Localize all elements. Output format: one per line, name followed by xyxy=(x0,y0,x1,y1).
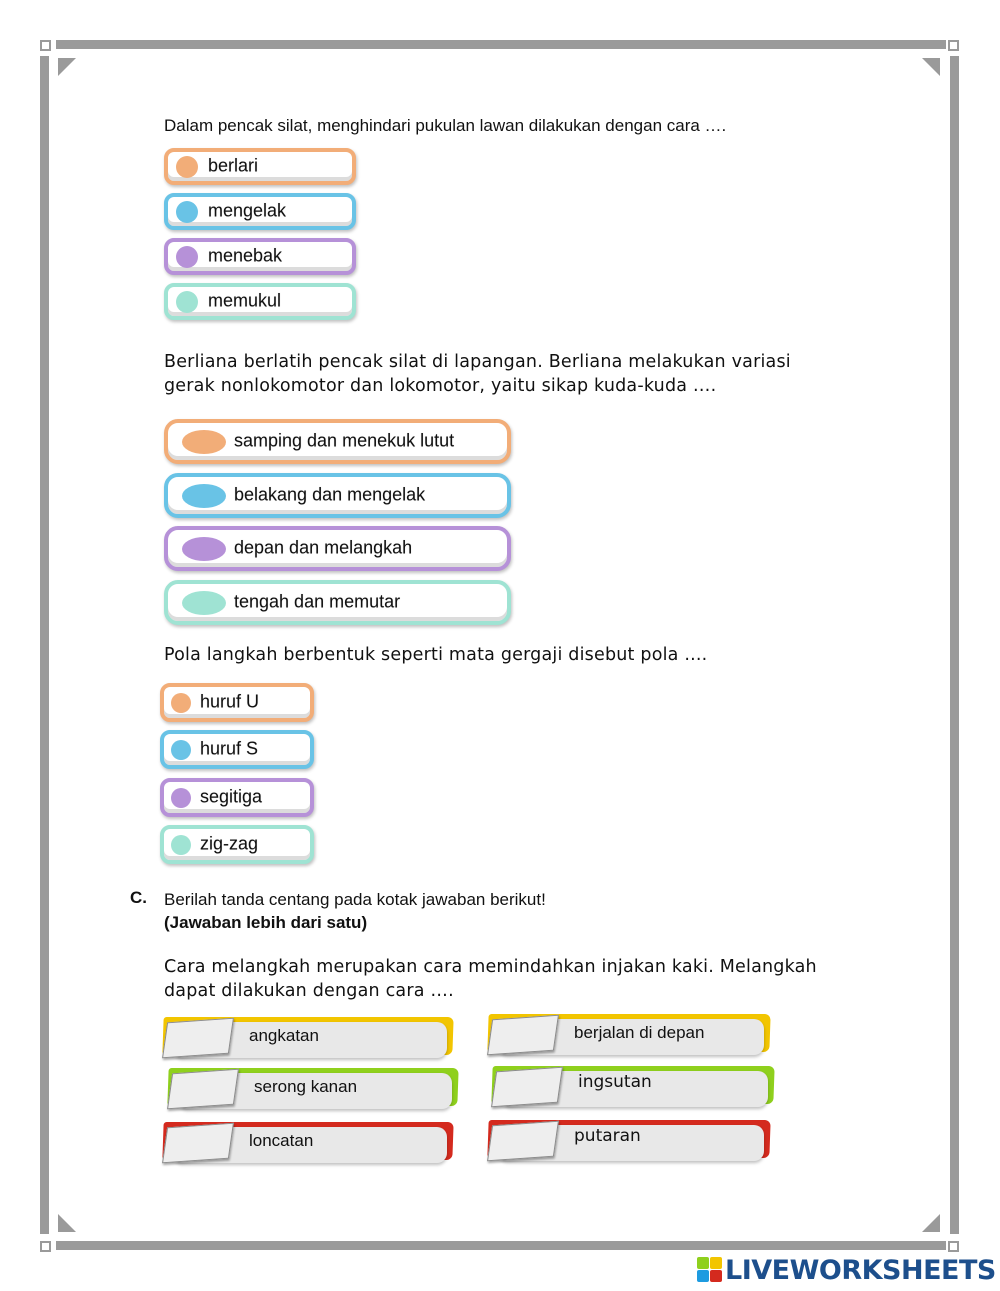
q1-option-menebak[interactable] xyxy=(164,238,356,275)
option-dot-icon xyxy=(176,201,198,223)
q3-option-huruf-u[interactable] xyxy=(160,683,314,722)
q2-question-line: Berliana berlatih pencak silat di lapangan. Berliana melakukan variasi xyxy=(164,352,791,372)
q2-question-line: gerak nonlokomotor dan lokomotor, yaitu sikap kuda-kuda …. xyxy=(164,376,717,396)
checkbox-label: serong kanan xyxy=(254,1077,358,1096)
checkbox-label: putaran xyxy=(574,1126,641,1146)
option-label: huruf S xyxy=(200,738,259,759)
logo-text: LIVEWORKSHEETS xyxy=(725,1254,996,1286)
section-letter: C. xyxy=(130,888,147,907)
checkbox-box[interactable] xyxy=(487,1121,559,1162)
checkbox-option-berjalan-di-depan[interactable] xyxy=(488,1014,770,1058)
checkbox-box[interactable] xyxy=(491,1067,563,1108)
checkbox-option-putaran[interactable] xyxy=(488,1120,770,1164)
section-c-question xyxy=(164,955,817,1003)
option-dot-icon xyxy=(171,693,191,713)
option-dot-icon xyxy=(171,740,191,760)
frame-right-border xyxy=(950,56,959,1234)
q2-option-belakang[interactable] xyxy=(164,473,511,518)
option-label: memukul xyxy=(208,290,282,311)
option-dot-icon xyxy=(176,291,198,313)
q2-option-tengah[interactable] xyxy=(164,580,511,625)
q3-option-zig-zag[interactable] xyxy=(160,825,314,864)
q3-question: Pola langkah berbentuk seperti mata gergaji disebut pola .... xyxy=(164,645,708,665)
liveworksheets-logo xyxy=(697,1254,996,1286)
section-instruction: Berilah tanda centang pada kotak jawaban berikut! xyxy=(164,890,546,909)
frame-corner-triangle xyxy=(58,1214,76,1232)
option-dot-icon xyxy=(182,537,226,561)
frame-corner-triangle xyxy=(922,58,940,76)
q2-question xyxy=(164,350,791,398)
option-dot-icon xyxy=(171,788,191,808)
option-label: huruf U xyxy=(200,691,260,712)
checkbox-option-ingsutan[interactable] xyxy=(492,1066,774,1110)
q1-question: Dalam pencak silat, menghindari pukulan lawan dilakukan dengan cara …. xyxy=(164,116,727,135)
option-label: samping dan menekuk lutut xyxy=(234,430,455,451)
section-c-instructions xyxy=(164,888,546,934)
option-dot-icon xyxy=(176,156,198,178)
checkbox-label: ingsutan xyxy=(578,1072,652,1092)
option-label: mengelak xyxy=(208,200,287,221)
section-c-question-line: Cara melangkah merupakan cara memindahkan injakan kaki. Melangkah xyxy=(164,957,817,977)
q1-option-mengelak[interactable] xyxy=(164,193,356,230)
option-label: menebak xyxy=(208,245,283,266)
option-label: depan dan melangkah xyxy=(234,537,413,558)
q2-option-samping[interactable] xyxy=(164,419,511,464)
logo-blocks-icon xyxy=(697,1257,723,1283)
option-dot-icon xyxy=(176,246,198,268)
checkbox-box[interactable] xyxy=(487,1015,559,1056)
section-c-question-line: dapat dilakukan dengan cara …. xyxy=(164,981,454,1001)
checkbox-label: loncatan xyxy=(249,1131,314,1150)
checkbox-label: angkatan xyxy=(249,1026,319,1045)
option-label: belakang dan mengelak xyxy=(234,484,426,505)
checkbox-label: berjalan di depan xyxy=(574,1023,705,1042)
q1-option-berlari[interactable] xyxy=(164,148,356,185)
checkbox-option-loncatan[interactable] xyxy=(163,1122,453,1166)
option-label: tengah dan memutar xyxy=(234,591,401,612)
section-note: (Jawaban lebih dari satu) xyxy=(164,913,368,932)
q3-option-huruf-s[interactable] xyxy=(160,730,314,769)
option-dot-icon xyxy=(182,591,226,615)
checkbox-option-angkatan[interactable] xyxy=(163,1017,453,1061)
checkbox-box[interactable] xyxy=(162,1018,234,1059)
q1-option-memukul[interactable] xyxy=(164,283,356,320)
q2-option-depan[interactable] xyxy=(164,526,511,571)
frame-corner-square xyxy=(948,1241,959,1252)
option-dot-icon xyxy=(171,835,191,855)
checkbox-box[interactable] xyxy=(162,1123,234,1164)
frame-top-border xyxy=(56,40,946,49)
option-label: berlari xyxy=(208,155,259,176)
frame-corner-triangle xyxy=(58,58,76,76)
option-label: segitiga xyxy=(200,786,263,807)
frame-bottom-border xyxy=(56,1241,946,1250)
option-label: zig-zag xyxy=(200,833,259,854)
q3-option-segitiga[interactable] xyxy=(160,778,314,817)
frame-corner-square xyxy=(40,1241,51,1252)
option-dot-icon xyxy=(182,430,226,454)
checkbox-option-serong-kanan[interactable] xyxy=(168,1068,458,1112)
option-dot-icon xyxy=(182,484,226,508)
frame-corner-square xyxy=(948,40,959,51)
frame-corner-triangle xyxy=(922,1214,940,1232)
frame-left-border xyxy=(40,56,49,1234)
frame-corner-square xyxy=(40,40,51,51)
checkbox-box[interactable] xyxy=(167,1069,239,1110)
